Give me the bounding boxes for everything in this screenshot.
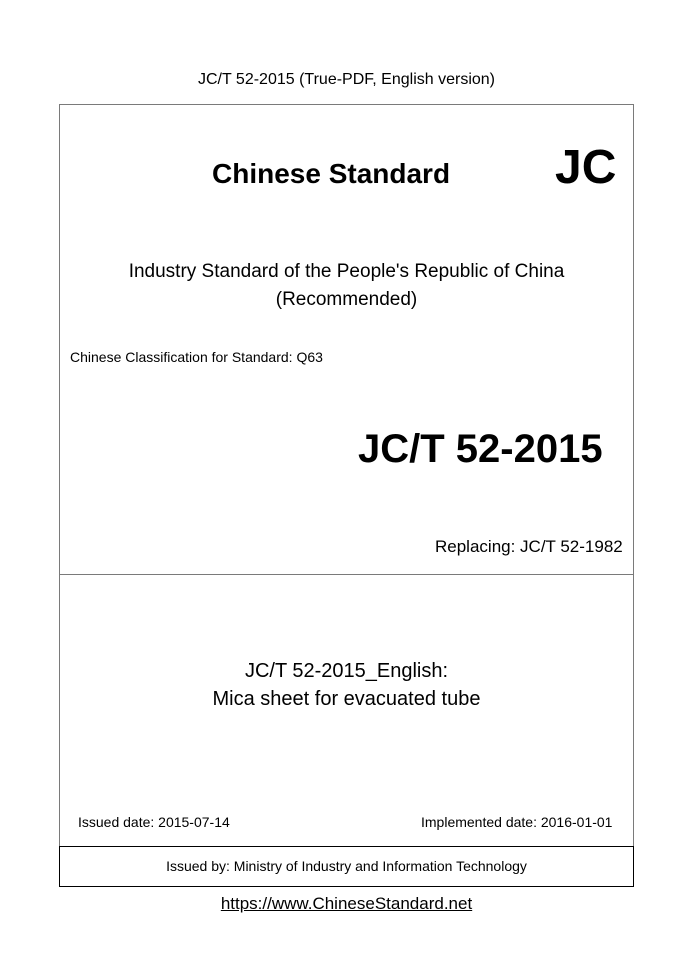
- document-title-line1: JC/T 52-2015_English:: [244, 660, 449, 682]
- replacing-text: Replacing: JC/T 52-1982: [435, 537, 623, 556]
- website-link[interactable]: https://www.ChineseStandard.net: [220, 894, 473, 913]
- implemented-date: Implemented date: 2016-01-01: [421, 814, 613, 830]
- classification-text: Chinese Classification for Standard: Q63: [70, 349, 323, 365]
- page-header-title: JC/T 52-2015 (True-PDF, English version): [198, 71, 495, 88]
- recommended-line: (Recommended): [275, 289, 418, 310]
- jc-mark: JC: [555, 141, 617, 194]
- issued-by-text: Issued by: Ministry of Industry and Information Technology: [166, 858, 527, 874]
- chinese-standard-heading: Chinese Standard: [212, 158, 451, 189]
- industry-standard-line: Industry Standard of the People's Republic of China: [128, 261, 565, 282]
- issued-date: Issued date: 2015-07-14: [78, 814, 230, 830]
- document-title-line2: Mica sheet for evacuated tube: [212, 688, 481, 710]
- standard-number: JC/T 52-2015: [358, 427, 603, 471]
